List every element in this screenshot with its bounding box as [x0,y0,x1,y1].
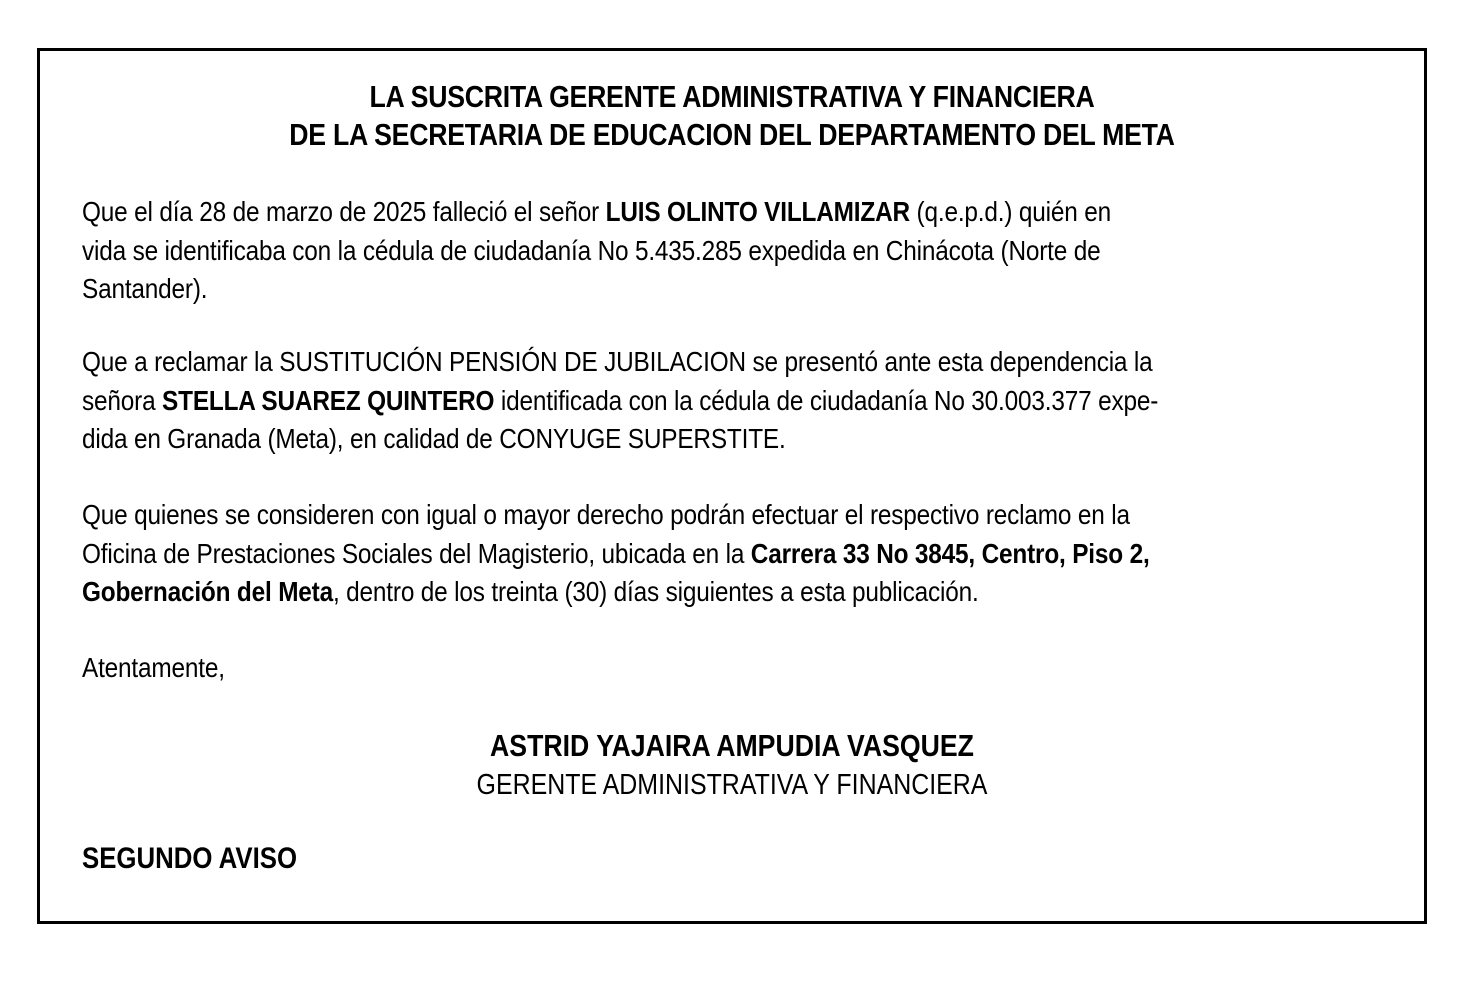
notice-frame [37,48,1427,924]
office-location: Gobernación del Meta [82,576,333,607]
notice-heading-line-1: LA SUSCRITA GERENTE ADMINISTRATIVA Y FINANCIERA [369,79,1095,114]
paragraph-line [82,193,1222,232]
text-run: Oficina de Prestaciones Sociales del Magisterio, ubicada en la [82,537,751,569]
text-run: Que el día 28 de marzo de 2025 falleció el señor [82,196,606,227]
office-address: Carrera 33 No 3845, Centro, Piso 2, [750,537,1150,569]
text-run: , dentro de los treinta (30) días siguientes a esta publicación. [332,576,979,607]
claimant-name: STELLA SUAREZ QUINTERO [162,384,495,416]
notice-heading-line-2: DE LA SECRETARIA DE EDUCACION DEL DEPARTAMENTO DEL META [289,117,1175,152]
paragraph-line [82,382,1222,421]
closing-text: Atentamente, [82,652,225,683]
paragraph-line: dida en Granada (Meta), en calidad de CONYUGE SUPERSTITE. [82,423,786,454]
notice-sequence-label: SEGUNDO AVISO [82,842,298,875]
paragraph-line: Que quienes se consideren con igual o mayor derecho podrán efectuar el respectivo reclamo en la [82,499,1130,530]
paragraph-line: vida se identificaba con la cédula de ciudadanía No 5.435.285 expedida en Chinácota (Norte de [82,234,1101,266]
paragraph-line: Que a reclamar la SUSTITUCIÓN PENSIÓN DE JUBILACION se presentó ante esta dependencia la [82,346,1153,377]
paragraph-line [82,535,1222,574]
paragraph-line: Santander). [82,273,208,304]
paragraph-claimant [82,343,1392,459]
text-run: señora [82,384,163,416]
signer-name: ASTRID YAJAIRA AMPUDIA VASQUEZ [490,728,974,763]
text-run: (q.e.p.d.) quién en [909,196,1111,227]
paragraph-claims-office [82,496,1392,612]
text-run: identificada con la cédula de ciudadanía No 30.003.377 expe- [494,384,1159,416]
signer-title: GERENTE ADMINISTRATIVA Y FINANCIERA [476,769,988,801]
paragraph-death-notice [82,193,1392,309]
paragraph-line [82,573,1222,612]
closing-salutation [82,649,1392,688]
deceased-name: LUIS OLINTO VILLAMIZAR [605,196,910,227]
